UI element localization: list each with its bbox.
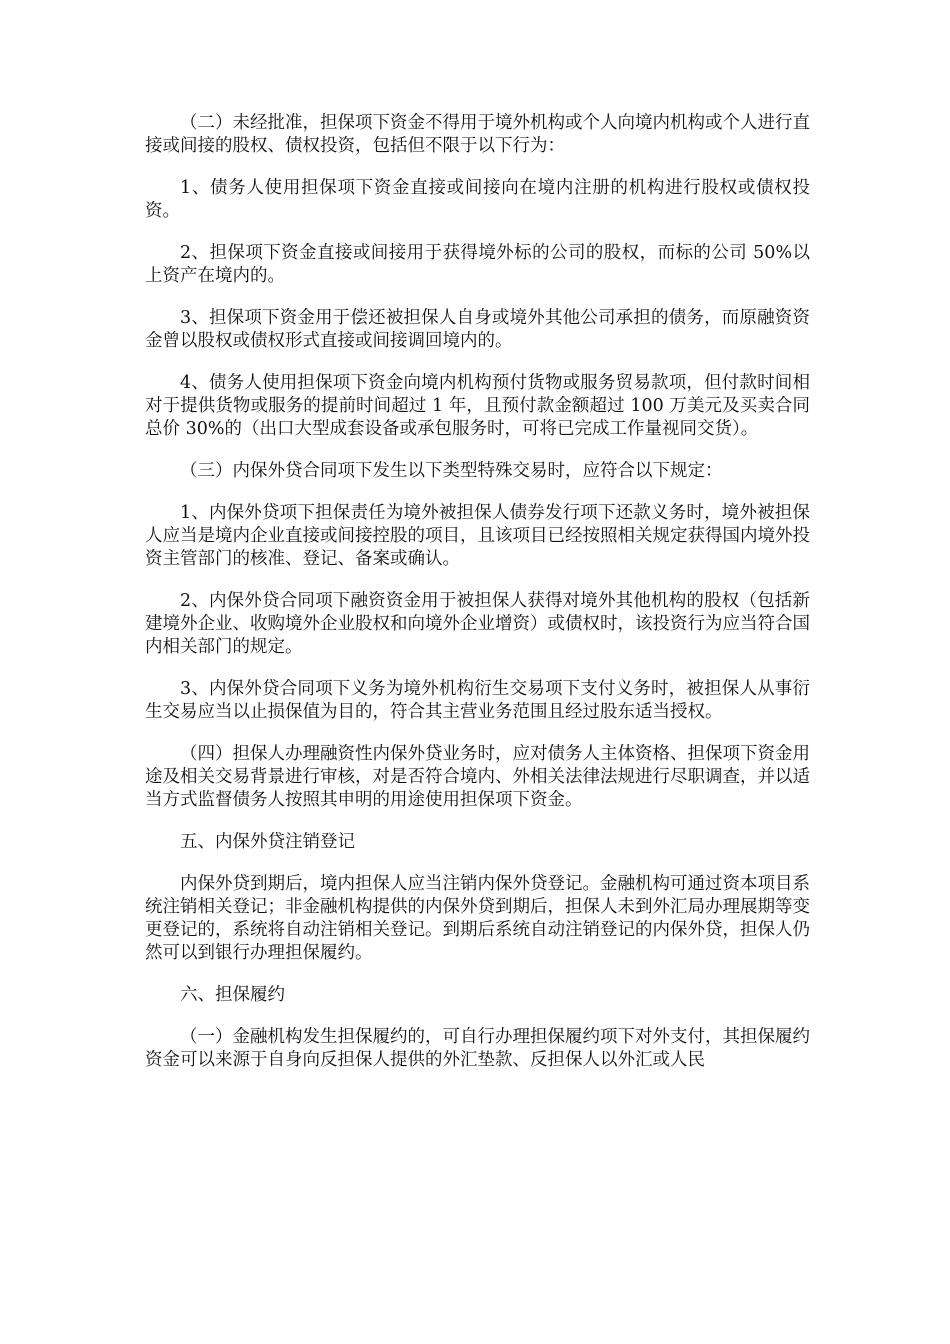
- paragraph-item-4: 4、债务人使用担保项下资金向境内机构预付货物或服务贸易款项，但付款时间相对于提供货物或服务的提前时间超过 1 年，且预付款金额超过 100 万美元及买卖合同总价 30%的（出口大型成套设备或承包服务时，可将已完成工作量视同交货）。: [145, 373, 810, 439]
- paragraph-section-4-due-diligence: （四）担保人办理融资性内保外贷业务时，应对债务人主体资格、担保项下资金用途及相关交易背景进行审核，对是否符合境内、外相关法律法规进行尽职调查，并以适当方式监督债务人按照其申明的用途使用担保项下资金。: [145, 744, 810, 810]
- paragraph-deregistration: 内保外贷到期后，境内担保人应当注销内保外贷登记。金融机构可通过资本项目系统注销相关登记；非金融机构提供的内保外贷到期后，担保人未到外汇局办理展期等变更登记的，系统将自动注销相关登记。到期后系统自动注销登记的内保外贷，担保人仍然可以到银行办理担保履约。: [145, 874, 810, 963]
- paragraph-item-1: 1、债务人使用担保项下资金直接或间接向在境内注册的机构进行股权或债权投资。: [145, 178, 810, 221]
- paragraph-special-item-2: 2、内保外贷合同项下融资资金用于被担保人获得对境外其他机构的股权（包括新建境外企业、收购境外企业股权和向境外企业增资）或债权时，该投资行为应当符合国内相关部门的规定。: [145, 591, 810, 657]
- paragraph-section-3-special-transactions: （三）内保外贷合同项下发生以下类型特殊交易时，应符合以下规定：: [180, 461, 723, 481]
- paragraph-guarantee-performance: （一）金融机构发生担保履约的，可自行办理担保履约项下对外支付，其担保履约资金可以来源于自身向反担保人提供的外汇垫款、反担保人以外汇或人民: [145, 1027, 810, 1070]
- document-body: [145, 112, 810, 1091]
- paragraph-section-2-restriction: （二）未经批准，担保项下资金不得用于境外机构或个人向境内机构或个人进行直接或间接的股权、债权投资，包括但不限于以下行为：: [145, 113, 810, 156]
- heading-section-6: 六、担保履约: [180, 985, 285, 1005]
- paragraph-special-item-1: 1、内保外贷项下担保责任为境外被担保人债券发行项下还款义务时，境外被担保人应当是境内企业直接或间接控股的项目，且该项目已经按照相关规定获得国内境外投资主管部门的核准、登记、备案或确认。: [145, 503, 810, 569]
- paragraph-special-item-3: 3、内保外贷合同项下义务为境外机构衍生交易项下支付义务时，被担保人从事衍生交易应当以止损保值为目的，符合其主营业务范围且经过股东适当授权。: [145, 679, 810, 722]
- heading-section-5: 五、内保外贷注销登记: [180, 832, 355, 852]
- paragraph-item-2: 2、担保项下资金直接或间接用于获得境外标的公司的股权，而标的公司 50%以上资产在境内的。: [145, 243, 810, 286]
- paragraph-item-3: 3、担保项下资金用于偿还被担保人自身或境外其他公司承担的债务，而原融资资金曾以股权或债权形式直接或间接调回境内的。: [145, 308, 810, 351]
